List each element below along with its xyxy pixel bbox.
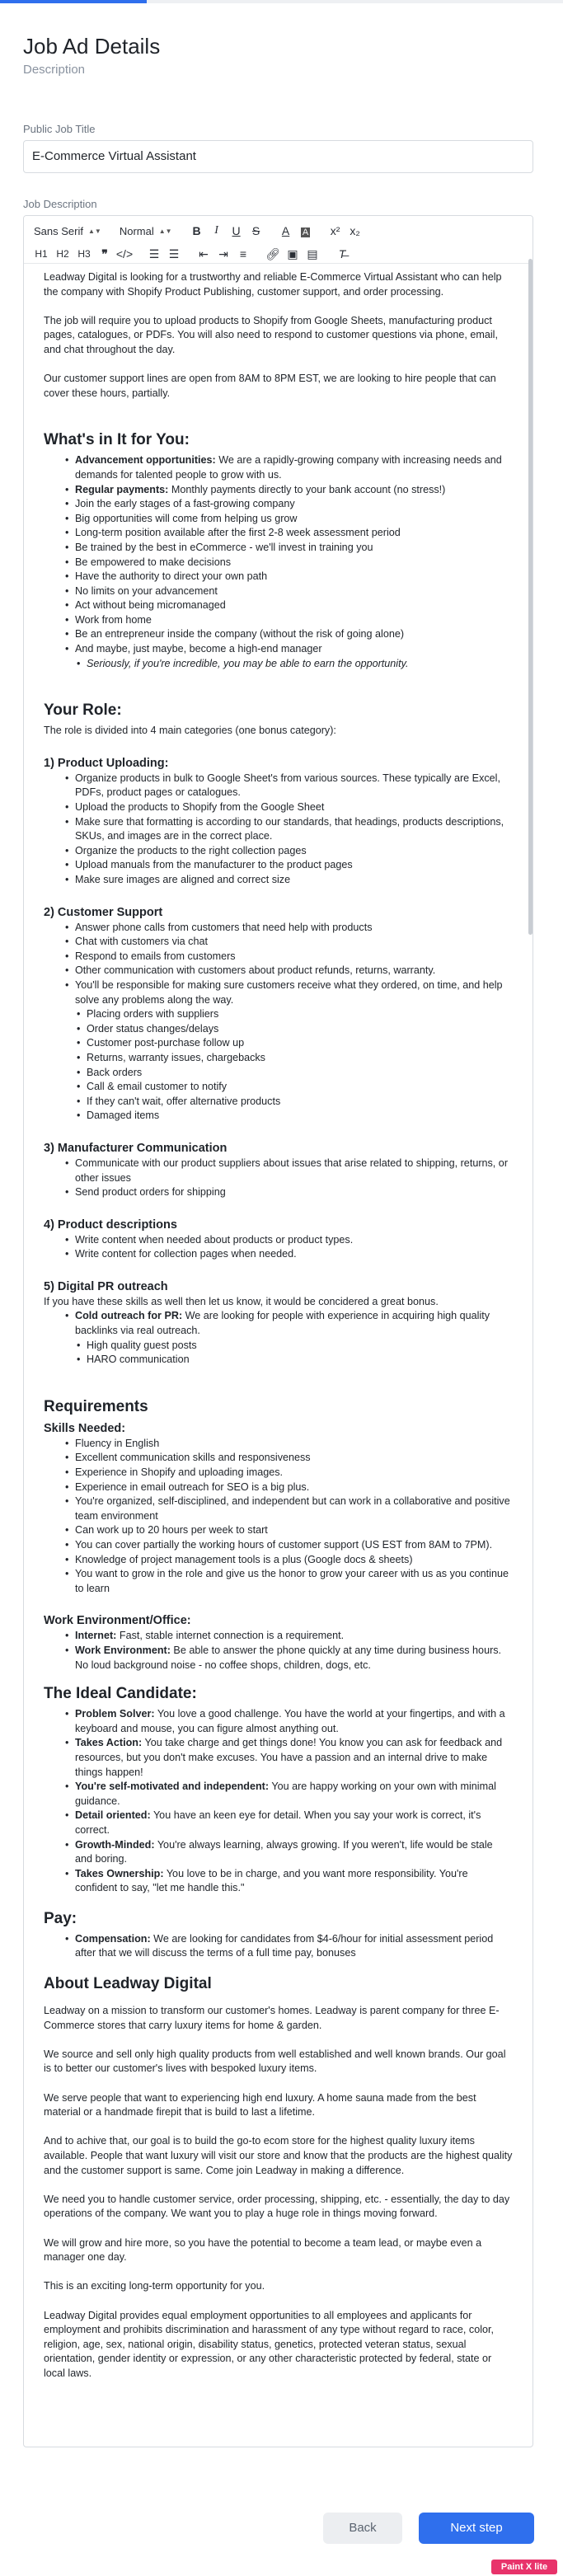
list-item: • Send product orders for shipping bbox=[65, 1185, 513, 1200]
subheading-environment: Work Environment/Office: bbox=[44, 1614, 191, 1628]
pay-list bbox=[65, 1932, 513, 1961]
page-subtitle: Description bbox=[23, 63, 86, 77]
editor-content[interactable] bbox=[24, 264, 533, 2381]
editor-toolbar bbox=[24, 216, 533, 264]
subheading-manufacturer: 3) Manufacturer Communication bbox=[44, 1141, 228, 1155]
ordered-list-icon[interactable]: ☰ bbox=[148, 246, 160, 260]
page-title: Job Ad Details bbox=[23, 34, 161, 59]
indent-icon[interactable]: ⇥ bbox=[218, 246, 228, 260]
ideal-list bbox=[65, 1707, 513, 1896]
list-item: • Work from home bbox=[65, 613, 513, 628]
section-heading-benefits: What's in It for You: bbox=[44, 431, 190, 449]
intro-paragraph: Our customer support lines are open from 8AM to 8PM EST, we are looking to hire people that can cover these hours, partially. bbox=[44, 373, 496, 399]
section-heading-role: Your Role: bbox=[44, 701, 122, 720]
list-item: • Call & email customer to notify bbox=[77, 1080, 513, 1095]
list-item: • Growth-Minded: You're always learning, always growing. If you weren't, life would be stale and boring. bbox=[65, 1838, 513, 1867]
list-item: • Problem Solver: You love a good challenge. You have the world at your fingertips, and with a keyboard and mouse, you can figure almost anything out. bbox=[65, 1707, 513, 1736]
list-item: • Fluency in English bbox=[65, 1437, 513, 1452]
list-item: • You can cover partially the working hours of customer support (US EST from 8AM to 7PM). bbox=[65, 1538, 513, 1553]
heading-1-button[interactable]: H1 bbox=[35, 248, 48, 260]
list-item: • You're organized, self-disciplined, and independent but can work in a collaborative and positive team environment bbox=[65, 1494, 513, 1523]
list-item: • If they can't wait, offer alternative products bbox=[77, 1095, 513, 1110]
list-item: • Experience in email outreach for SEO is a big plus. bbox=[65, 1480, 513, 1495]
role-intro: The role is divided into 4 main categories (one bonus category): bbox=[44, 725, 336, 737]
list-item: • Chat with customers via chat bbox=[65, 935, 513, 950]
strikethrough-icon[interactable]: S bbox=[251, 224, 260, 237]
list-item: • Cold outreach for PR: We are looking for people with experience in acquiring high quality backlinks via real outreach. bbox=[65, 1309, 513, 1338]
section-heading-pay: Pay: bbox=[44, 1909, 77, 1927]
list-item: • Make sure that formatting is according to our standards, that headings, products descriptions, SKUs, and images are in the correct place. bbox=[65, 815, 513, 844]
list-item: • Join the early stages of a fast-growing company bbox=[65, 497, 513, 512]
list-item: • Returns, warranty issues, chargebacks bbox=[77, 1051, 513, 1066]
list-item: • Upload manuals from the manufacturer to the product pages bbox=[65, 858, 513, 873]
list-item: • High quality guest posts bbox=[77, 1339, 513, 1354]
subheading-pr: 5) Digital PR outreach bbox=[44, 1279, 168, 1293]
underline-icon[interactable]: U bbox=[232, 224, 241, 237]
benefits-list bbox=[65, 453, 513, 656]
subheading-uploading: 1) Product Uploading: bbox=[44, 756, 169, 770]
paint-x-lite-badge[interactable]: Paint X lite bbox=[491, 2560, 557, 2574]
list-item: • Advancement opportunities: We are a rapidly-growing company with increasing needs and demands for talented people to grow with us. bbox=[65, 453, 513, 482]
section-heading-ideal: The Ideal Candidate: bbox=[44, 1685, 197, 1703]
heading-2-button[interactable]: H2 bbox=[56, 248, 69, 260]
about-paragraph: This is an exciting long-term opportunity for you. bbox=[44, 2280, 265, 2292]
about-paragraph: Leadway Digital provides equal employment opportunities to all employees and applicants for employment and prohibits discrimination and harassment of any type without regard to race, color, religion, age, sex, national origin, disability status, genetics, protected veteran status, sexual orientation, gender identity or expression, or any other characteristic protected by federal, state or local laws. bbox=[44, 2309, 495, 2379]
italic-icon[interactable]: I bbox=[214, 224, 218, 237]
list-item: • Order status changes/delays bbox=[77, 1022, 513, 1037]
toolbar-row-2 bbox=[30, 244, 526, 264]
bullet-list-icon[interactable]: ☰ bbox=[168, 246, 180, 260]
list-item: • And maybe, just maybe, become a high-end manager bbox=[65, 642, 513, 657]
heading-3-button[interactable]: H3 bbox=[77, 248, 91, 260]
list-item: • Detail oriented: You have an keen eye for detail. When you say your work is correct, it's correct. bbox=[65, 1809, 513, 1837]
list-item: • Organize the products to the right collection pages bbox=[65, 844, 513, 859]
list-item: • Compensation: We are looking for candidates from $4-6/hour for initial assessment period after that we will discuss the terms of a full time pay, bonuses bbox=[65, 1932, 513, 1961]
background-color-icon[interactable]: A bbox=[302, 228, 309, 237]
subheading-descriptions: 4) Product descriptions bbox=[44, 1218, 177, 1232]
environment-list bbox=[65, 1629, 513, 1673]
list-item: • Answer phone calls from customers that need help with products bbox=[65, 921, 513, 936]
skills-list bbox=[65, 1437, 513, 1597]
list-item: • Organize products in bulk to Google Sheet's from various sources. These typically are Excel, PDFs, product pages or catalogues. bbox=[65, 772, 513, 800]
size-select[interactable] bbox=[116, 225, 177, 237]
about-paragraph: We need you to handle customer service, order processing, shipping, etc. - essentially, the day to day operations of the company. We want you to play a huge role in things moving forward. bbox=[44, 2193, 510, 2220]
text-color-icon[interactable]: A bbox=[281, 224, 290, 237]
list-item: • Work Environment: Be able to answer the phone quickly at any time during business hours. No loud background noise - no coffee shops, children, dogs, etc. bbox=[65, 1644, 513, 1673]
list-item: • Excellent communication skills and responsiveness bbox=[65, 1451, 513, 1466]
size-select-value: Normal bbox=[119, 224, 154, 237]
bold-icon[interactable]: B bbox=[192, 224, 201, 237]
link-icon[interactable]: 🔗︎ bbox=[265, 246, 280, 260]
list-item: • Internet: Fast, stable internet connection is a requirement. bbox=[65, 1629, 513, 1644]
job-title-label: Public Job Title bbox=[23, 123, 96, 135]
job-description-label: Job Description bbox=[23, 198, 97, 210]
chevron-updown-icon: ▲▼ bbox=[87, 227, 101, 235]
superscript-icon[interactable]: x² bbox=[330, 224, 340, 237]
header bbox=[0, 3, 563, 77]
image-icon[interactable]: ▣ bbox=[287, 246, 298, 260]
next-step-button[interactable]: Next step bbox=[419, 2513, 534, 2544]
chevron-updown-icon: ▲▼ bbox=[158, 227, 172, 235]
list-item: • Knowledge of project management tools is a plus (Google docs & sheets) bbox=[65, 1553, 513, 1568]
list-item: • Big opportunities will come from helping us grow bbox=[65, 512, 513, 527]
section-heading-about: About Leadway Digital bbox=[44, 1975, 212, 1993]
descriptions-list bbox=[65, 1233, 513, 1262]
code-block-icon[interactable]: </> bbox=[115, 247, 134, 260]
pr-intro: If you have these skills as well then let us know, it would be concidered a great bonus. bbox=[44, 1295, 439, 1307]
benefits-sublist bbox=[77, 657, 513, 672]
list-item: • Back orders bbox=[77, 1066, 513, 1081]
list-item: • Seriously, if you're incredible, you may be able to earn the opportunity. bbox=[77, 657, 513, 672]
list-item: • Damaged items bbox=[77, 1109, 513, 1124]
intro-paragraph: The job will require you to upload products to Shopify from Google Sheets, manufacturing product pages, catalogues, or PDFs. You will also need to respond to customer questions via phone, email, and chat throughout the day. bbox=[44, 314, 498, 355]
about-paragraph: We source and sell only high quality products from well established and well known brands. Our goal is to better our customer's lives with bespoked luxury items. bbox=[44, 2048, 506, 2075]
list-item: • Regular payments: Monthly payments directly to your bank account (no stress!) bbox=[65, 483, 513, 498]
list-item: • Write content for collection pages when needed. bbox=[65, 1247, 513, 1262]
font-select[interactable] bbox=[30, 225, 106, 237]
editor-scrollbar[interactable] bbox=[528, 259, 533, 935]
job-ad-panel bbox=[0, 3, 563, 2576]
footer-actions bbox=[0, 2513, 563, 2570]
about-paragraph: We serve people that want to experiencing high end luxury. A home sauna made from the best material or a handmade firepit that is build to last a lifetime. bbox=[44, 2091, 476, 2119]
blockquote-icon[interactable]: ❞ bbox=[101, 246, 108, 260]
list-item: • Communicate with our product suppliers about issues that arise related to shipping, returns, or other issues bbox=[65, 1157, 513, 1185]
list-item: • Experience in Shopify and uploading images. bbox=[65, 1466, 513, 1480]
manufacturer-list bbox=[65, 1157, 513, 1200]
align-icon[interactable]: ≡ bbox=[239, 247, 247, 260]
list-item: • Customer post-purchase follow up bbox=[77, 1036, 513, 1051]
uploading-list bbox=[65, 772, 513, 888]
pr-sublist bbox=[77, 1339, 513, 1368]
support-list bbox=[65, 921, 513, 1008]
toolbar-row-1 bbox=[30, 221, 526, 241]
list-item: • Be an entrepreneur inside the company (without the risk of going alone) bbox=[65, 627, 513, 642]
intro-paragraph: Leadway Digital is looking for a trustworthy and reliable E-Commerce Virtual Assistant who can help the company with Shopify Product Publishing, customer support, and order processing. bbox=[44, 271, 502, 298]
subheading-support: 2) Customer Support bbox=[44, 905, 163, 919]
section-heading-requirements: Requirements bbox=[44, 1397, 148, 1415]
about-paragraph: Leadway on a mission to transform our customer's homes. Leadway is parent company for three E-Commerce stores that carry luxury items for home & garden. bbox=[44, 2005, 500, 2031]
subscript-icon[interactable]: x₂ bbox=[350, 224, 360, 237]
list-item: • You'll be responsible for making sure customers receive what they ordered, on time, and help solve any problems along the way. bbox=[65, 978, 513, 1007]
list-item: • Have the authority to direct your own path bbox=[65, 570, 513, 584]
job-description-editor[interactable] bbox=[23, 215, 533, 2447]
list-item: • Can work up to 20 hours per week to start bbox=[65, 1523, 513, 1538]
list-item: • HARO communication bbox=[77, 1353, 513, 1368]
clear-format-icon[interactable]: T̶ bbox=[338, 247, 346, 260]
list-item: • Other communication with customers about product refunds, returns, warranty. bbox=[65, 964, 513, 978]
about-paragraph: We will grow and hire more, so you have the potential to become a team lead, or maybe even a manager one day. bbox=[44, 2236, 482, 2264]
list-item: • Takes Action: You take charge and get things done! You know you can ask for feedback and resources, but you don't make excuses. You have a passion and an internal drive to make things happen! bbox=[65, 1736, 513, 1780]
outdent-icon[interactable]: ⇤ bbox=[199, 246, 209, 260]
list-item: • Upload the products to Shopify from the Google Sheet bbox=[65, 800, 513, 815]
video-icon[interactable]: ▤ bbox=[307, 246, 318, 260]
font-select-value: Sans Serif bbox=[34, 224, 83, 237]
list-item: • You're self-motivated and independent: You are happy working on your own with minimal guidance. bbox=[65, 1780, 513, 1809]
list-item: • Be trained by the best in eCommerce - we'll invest in training you bbox=[65, 541, 513, 556]
list-item: • Make sure images are aligned and correct size bbox=[65, 873, 513, 888]
list-item: • Placing orders with suppliers bbox=[77, 1007, 513, 1022]
list-item: • Be empowered to make decisions bbox=[65, 556, 513, 570]
list-item: • Takes Ownership: You love to be in charge, and you want more responsibility. You're confident to say, "let me handle this." bbox=[65, 1867, 513, 1896]
job-title-input[interactable]: E-Commerce Virtual Assistant bbox=[23, 140, 533, 173]
list-item: • You want to grow in the role and give us the honor to grow your career with us as you continue to learn bbox=[65, 1567, 513, 1596]
list-item: • Long-term position available after the first 2-8 week assessment period bbox=[65, 526, 513, 541]
support-sublist bbox=[77, 1007, 513, 1124]
pr-list bbox=[65, 1309, 513, 1338]
list-item: • Write content when needed about products or product types. bbox=[65, 1233, 513, 1248]
about-paragraph: And to achive that, our goal is to build the go-to ecom store for the highest quality luxury items available. People that want luxury will visit our store and know that the products are the highest quality and the customer support is same. Come join Leadway in making a difference. bbox=[44, 2135, 513, 2176]
back-button[interactable]: Back bbox=[323, 2513, 402, 2544]
subheading-skills: Skills Needed: bbox=[44, 1421, 126, 1435]
list-item: • Act without being micromanaged bbox=[65, 598, 513, 613]
list-item: • Respond to emails from customers bbox=[65, 950, 513, 964]
list-item: • No limits on your advancement bbox=[65, 584, 513, 599]
